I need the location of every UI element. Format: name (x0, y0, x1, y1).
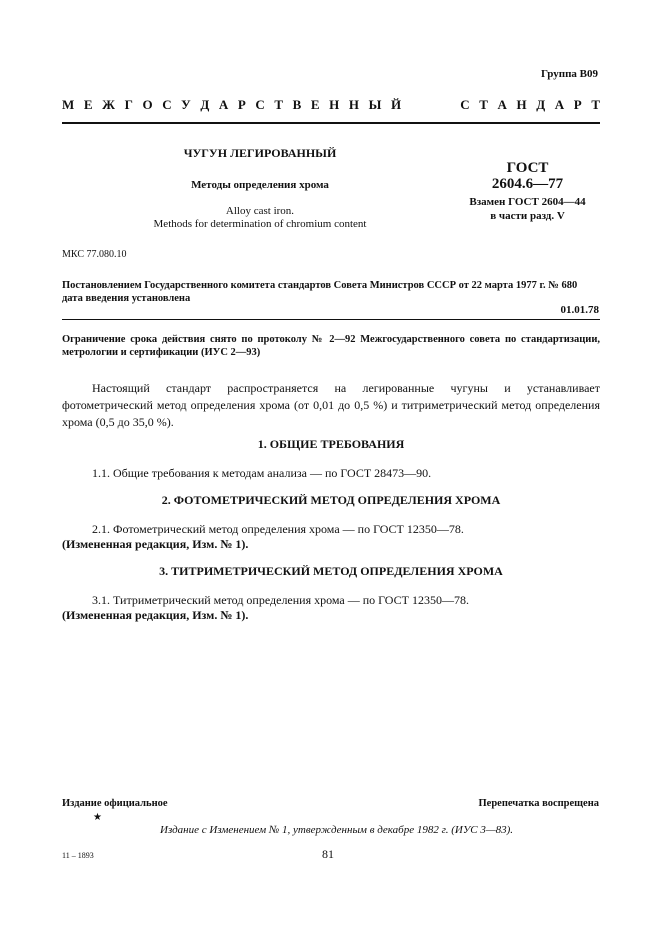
section-3-heading: 3. ТИТРИМЕТРИЧЕСКИЙ МЕТОД ОПРЕДЕЛЕНИЯ ХРОМА (159, 564, 503, 578)
banner-letter: Р (573, 97, 582, 112)
reprint-prohibited: Перепечатка воспрещена (478, 798, 599, 809)
gost-part: в части разд. V (490, 210, 565, 222)
banner-letter: А (497, 97, 507, 112)
gost-label: ГОСТ (506, 160, 549, 176)
banner-letter: А (218, 97, 229, 112)
decree-line-2: дата введения установлена (62, 293, 191, 304)
banner-letter: Е (83, 97, 93, 112)
banner-letter: Д (200, 97, 210, 112)
decree-line-1: Постановлением Государственного комитета стандартов Совета Министров СССР от 22 марта 1977 г. № 680 (62, 280, 578, 291)
gost-block (455, 160, 600, 223)
banner-letter: С (162, 97, 172, 112)
order-number: 11 – 1893 (62, 851, 94, 860)
edition-note: Издание с Изменением № 1, утвержденным в декабре 1982 г. (ИУС 3—83). (160, 824, 514, 836)
banner-letter: У (181, 97, 191, 112)
page-number: 81 (322, 847, 334, 861)
section-3-text: 3.1. Титриметрический метод определения хрома — по ГОСТ 12350—78. (92, 593, 469, 607)
banner-letter: Н (348, 97, 360, 112)
banner-letter: Ж (102, 97, 115, 112)
document-subtitle: Методы определения хрома (191, 179, 329, 191)
introduction-date: 01.01.78 (560, 304, 599, 316)
banner-letter: Г (124, 97, 133, 112)
banner-letter: Ы (368, 97, 382, 112)
section-2-heading: 2. ФОТОМЕТРИЧЕСКИЙ МЕТОД ОПРЕДЕЛЕНИЯ ХРОМА (161, 493, 501, 507)
section-2-text: 2.1. Фотометрический метод определения хрома — по ГОСТ 12350—78. (92, 522, 464, 536)
limitation-note: Ограничение срока действия снято по протоколу № 2—92 Межгосударственного совета по стандартизации, метрологии и сертификации (ИУС 2—93) (62, 334, 600, 358)
banner-letter: А (554, 97, 565, 112)
interstate-standard-banner (62, 97, 600, 113)
section-2-note: (Измененная редакция, Изм. № 1). (62, 537, 249, 551)
header-rule (62, 122, 600, 124)
banner-letter: Д (536, 97, 546, 112)
section-1-heading: 1. ОБЩИЕ ТРЕБОВАНИЯ (257, 437, 405, 451)
banner-letter: Н (516, 97, 527, 112)
banner-letter: Й (390, 97, 402, 112)
english-title-line-2: Methods for determination of chromium content (153, 218, 367, 230)
banner-letter: Т (591, 97, 600, 112)
banner-letter: С (460, 97, 470, 112)
banner-letter: Н (329, 97, 340, 112)
banner-letter: М (62, 97, 75, 112)
banner-letter: В (292, 97, 302, 112)
english-title-line-1: Alloy cast iron. (225, 205, 295, 217)
title-block (110, 146, 410, 231)
document-title: ЧУГУН ЛЕГИРОВАННЫЙ (183, 146, 337, 160)
banner-letter: Т (274, 97, 284, 112)
group-code: Группа В09 (540, 68, 598, 80)
banner-letter: С (255, 97, 265, 112)
section-1-text: 1.1. Общие требования к методам анализа — по ГОСТ 28473—90. (92, 466, 432, 480)
intro-paragraph: Настоящий стандарт распространяется на легированные чугуны и устанавливает фотометрический метод определения хрома (от 0,01 до 0,5 %) и титриметрический метод определения хрома (0,5 до 35,0 %). (62, 381, 600, 429)
banner-letter: Р (237, 97, 246, 112)
english-title (110, 205, 410, 231)
decree-rule (62, 319, 600, 320)
mks-code: МКС 77.080.10 (62, 249, 127, 260)
star-icon: ★ (93, 812, 102, 823)
banner-letter: Е (310, 97, 320, 112)
gost-number: 2604.6—77 (491, 176, 564, 192)
decree (62, 279, 600, 305)
banner-gap (411, 97, 451, 113)
banner-letter: О (142, 97, 153, 112)
banner-letter: Т (479, 97, 488, 112)
official-edition: Издание официальное (62, 798, 168, 809)
gost-replaces: Взамен ГОСТ 2604—44 (469, 196, 586, 208)
section-3-note: (Измененная редакция, Изм. № 1). (62, 608, 249, 622)
